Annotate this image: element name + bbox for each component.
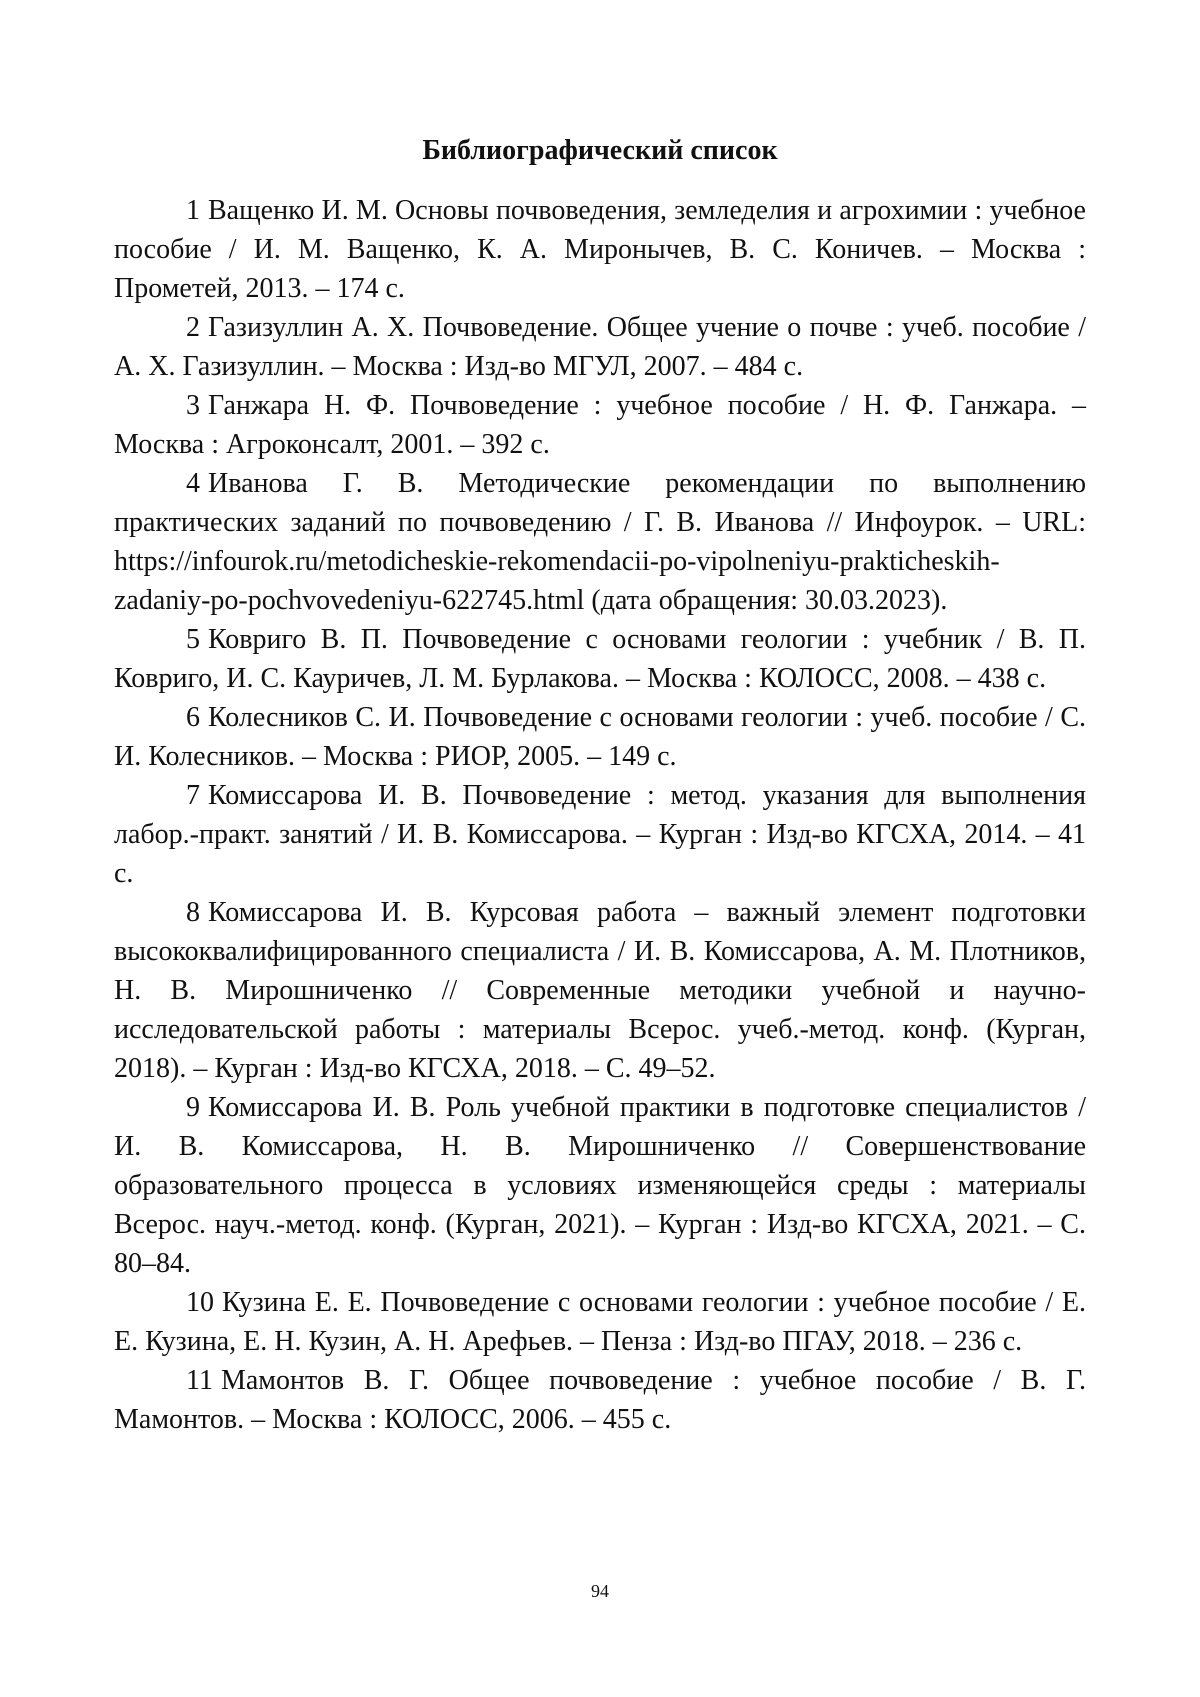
page-number: 94 [591,1581,609,1601]
page-heading: Библиографический список [422,135,778,166]
entry-text: Комиссарова И. В. Курсовая работа – важный элемент подготовки высококвалифицированного специалиста / И. В. Комиссарова, А. М. Плотников, Н. В. Мирошниченко // Современные методики учебной и научно-исследовательской работы : материалы Всерос. учеб.-метод. конф. (Курган, 2018). – Курган : Изд-во КГСХА, 2018. – С. 49–52. [114,897,1086,1084]
entry-number: 7 [186,780,200,811]
entry-text: Колесников С. И. Почвоведение с основами геологии : учеб. пособие / С. И. Колесников. – Москва : РИОР, 2005. – 149 с. [114,702,1086,772]
bibliography-entry [114,386,1086,464]
bibliography-entry [114,620,1086,698]
bibliography-entry [114,776,1086,893]
bibliography-entry [114,698,1086,776]
entry-number: 8 [186,897,200,928]
entry-number: 6 [186,702,200,733]
entry-number: 9 [186,1092,200,1123]
entry-number: 1 [186,195,200,226]
bibliography-entry [114,1283,1086,1361]
entry-number: 3 [186,390,200,421]
entry-text: Ганжара Н. Ф. Почвоведение : учебное пособие / Н. Ф. Ганжара. – Москва : Агроконсалт, 2001. – 392 с. [114,390,1086,460]
entry-number: 10 [186,1287,214,1318]
entry-number: 5 [186,624,200,655]
bibliography-entry [114,1361,1086,1439]
bibliography-entry [114,893,1086,1088]
bibliography-entry [114,1088,1086,1283]
entry-number: 11 [186,1365,213,1396]
entry-text: Мамонтов В. Г. Общее почвоведение : учебное пособие / В. Г. Мамонтов. – Москва : КОЛОСС, 2006. – 455 с. [114,1365,1086,1435]
entry-text: Комиссарова И. В. Роль учебной практики в подготовке специалистов / И. В. Комиссарова, Н. В. Мирошниченко // Совершенствование образовательного процесса в условиях изменяющейся среды : материалы Всерос. науч.-метод. конф. (Курган, 2021). – Курган : Изд-во КГСХА, 2021. – С. 80–84. [114,1092,1086,1279]
bibliography-list [114,191,1086,1439]
entry-number: 4 [186,468,200,499]
entry-text: Газизуллин А. Х. Почвоведение. Общее учение о почве : учеб. пособие / А. Х. Газизуллин. – Москва : Изд-во МГУЛ, 2007. – 484 с. [114,312,1086,382]
entry-text: Иванова Г. В. Методические рекомендации по выполнению практических заданий по почвоведению / Г. В. Иванова // Инфоурок. – URL: https://infourok.ru/metodicheskie-rekomendacii-po-vipolneniyu-prakticheskih-zadaniy-po-pochvovedeniyu-622745.html (дата обращения: 30.03.2023). [114,468,1086,616]
entry-text: Ващенко И. М. Основы почвоведения, земледелия и агрохимии : учебное пособие / И. М. Ващенко, К. А. Миронычев, В. С. Коничев. – Москва : Прометей, 2013. – 174 с. [114,195,1086,304]
bibliography-entry [114,308,1086,386]
entry-number: 2 [186,312,200,343]
bibliography-entry [114,191,1086,308]
entry-text: Ковриго В. П. Почвоведение с основами геологии : учебник / В. П. Ковриго, И. С. Кауричев, Л. М. Бурлакова. – Москва : КОЛОСС, 2008. – 438 с. [114,624,1086,694]
bibliography-entry [114,464,1086,620]
entry-text: Комиссарова И. В. Почвоведение : метод. указания для выполнения лабор.-практ. занятий / И. В. Комиссарова. – Курган : Изд-во КГСХА, 2014. – 41 с. [114,780,1086,889]
entry-text: Кузина Е. Е. Почвоведение с основами геологии : учебное пособие / Е. Е. Кузина, Е. Н. Кузин, А. Н. Арефьев. – Пенза : Изд-во ПГАУ, 2018. – 236 с. [114,1287,1086,1357]
